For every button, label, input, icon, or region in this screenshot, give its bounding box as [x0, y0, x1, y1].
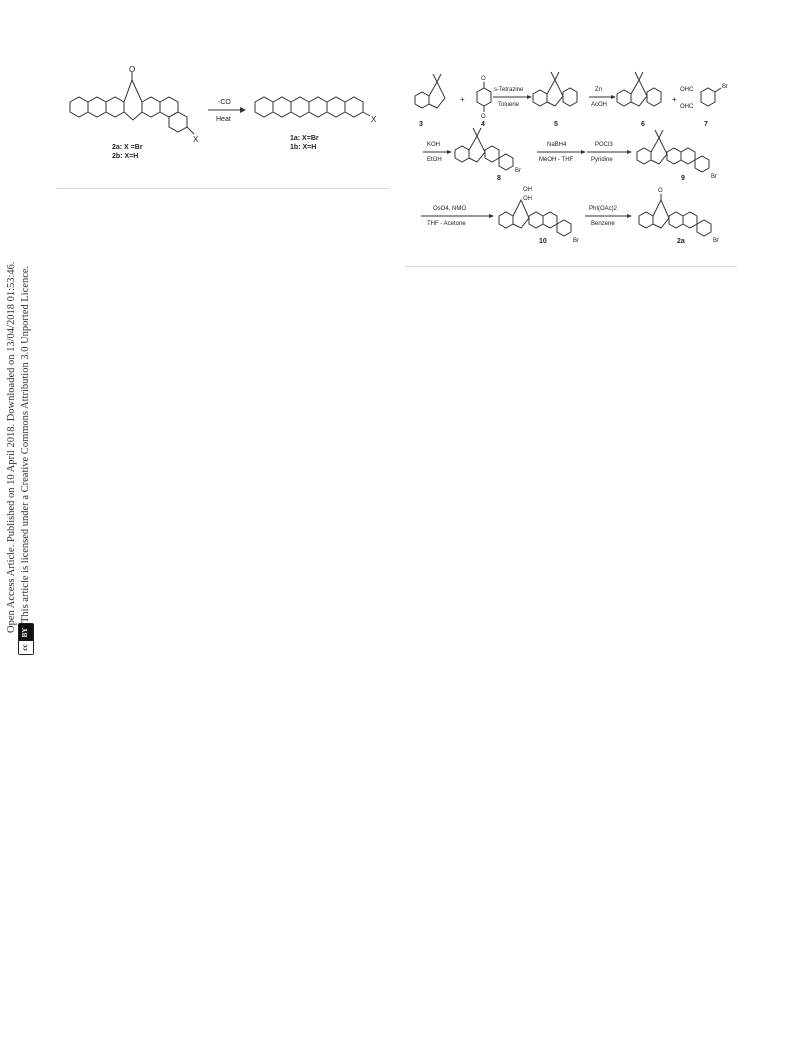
- product-subst-x: X: [371, 115, 377, 124]
- scheme-right: [405, 60, 740, 255]
- arrow2-bottom-label: Benzene: [591, 221, 615, 227]
- br-label: Br: [722, 84, 728, 90]
- oh2-label: OH: [523, 196, 532, 202]
- label-1b: 1b: X=H: [290, 144, 317, 151]
- cc-label: cc: [19, 641, 33, 654]
- arrow1-bottom-label: Toluene: [498, 102, 520, 108]
- atom-43-label: O: [658, 188, 663, 194]
- cmpd6-label: 6: [641, 121, 645, 128]
- atom-11-label: O: [481, 76, 486, 82]
- cmpd9-label: 9: [681, 175, 685, 182]
- label-2a: 2a: X =Br: [112, 144, 143, 151]
- br10-label: Br: [573, 238, 579, 244]
- cmpd7-label: 7: [704, 121, 708, 128]
- arrow3-top-label: POCl3: [595, 142, 613, 148]
- cc-by-badge[interactable]: [18, 623, 34, 655]
- arrow1-top-label: OsO4, NMO: [433, 206, 467, 212]
- ohc1-label: OHC: [680, 87, 694, 93]
- arrow2-top-label: NaBH4: [547, 142, 567, 148]
- cmpd10-label: 10: [539, 238, 547, 245]
- arrow3-bottom-label: Pyridine: [591, 157, 613, 163]
- oh1-label: OH: [523, 187, 532, 193]
- arrow2-bottom-label: AcOH: [591, 102, 608, 108]
- license-notice[interactable]: This article is licensed under a Creative Commons Attribution 3.0 Unported Licence.: [20, 265, 31, 623]
- cmpd3-label: 3: [419, 121, 423, 128]
- cmpd4-label: 4: [481, 121, 485, 128]
- product-structure: [255, 97, 370, 117]
- precursor-atom-o: O: [129, 65, 136, 74]
- br2a-label: Br: [713, 238, 719, 244]
- plus1-label: +: [460, 95, 465, 104]
- cmpd5-label: 5: [554, 121, 558, 128]
- arrow1-top-label: KOH: [427, 142, 441, 148]
- plus2-label: +: [672, 95, 677, 104]
- precursor-subst-x: X: [193, 135, 199, 144]
- arrow-bottom-label: Heat: [216, 116, 231, 123]
- br8-label: Br: [515, 168, 521, 174]
- arrow2-bottom-label: MeOH - THF: [539, 157, 574, 163]
- label-1a: 1a: X=Br: [290, 135, 319, 142]
- arrow1-bottom-label: EtOH: [427, 157, 442, 163]
- arrow-top-label: -CO: [218, 99, 231, 106]
- license-sidebar: [6, 195, 40, 655]
- arrow2-top-label: Zn: [595, 87, 603, 93]
- label-2b: 2b: X=H: [112, 153, 139, 160]
- divider-right: [405, 266, 737, 267]
- cmpd2a-label: 2a: [677, 238, 685, 245]
- publication-notice: Open Access Article. Published on 10 April 2018. Downloaded on 13/04/2018 01:53:46.: [6, 261, 17, 633]
- atom-12-label: O: [481, 114, 486, 120]
- arrow1-top-label: s-Tetrazine: [494, 87, 524, 93]
- divider-left: [57, 188, 390, 189]
- by-label: BY: [19, 624, 33, 641]
- arrow2-top-label: PhI(OAc)2: [589, 206, 618, 212]
- ohc2-label: OHC: [680, 104, 694, 110]
- br9-label: Br: [711, 174, 717, 180]
- scheme-left: [60, 60, 390, 170]
- precursor-structure: [70, 72, 194, 134]
- arrow1-bottom-label: THF - Acetone: [427, 221, 466, 227]
- cmpd8-label: 8: [497, 175, 501, 182]
